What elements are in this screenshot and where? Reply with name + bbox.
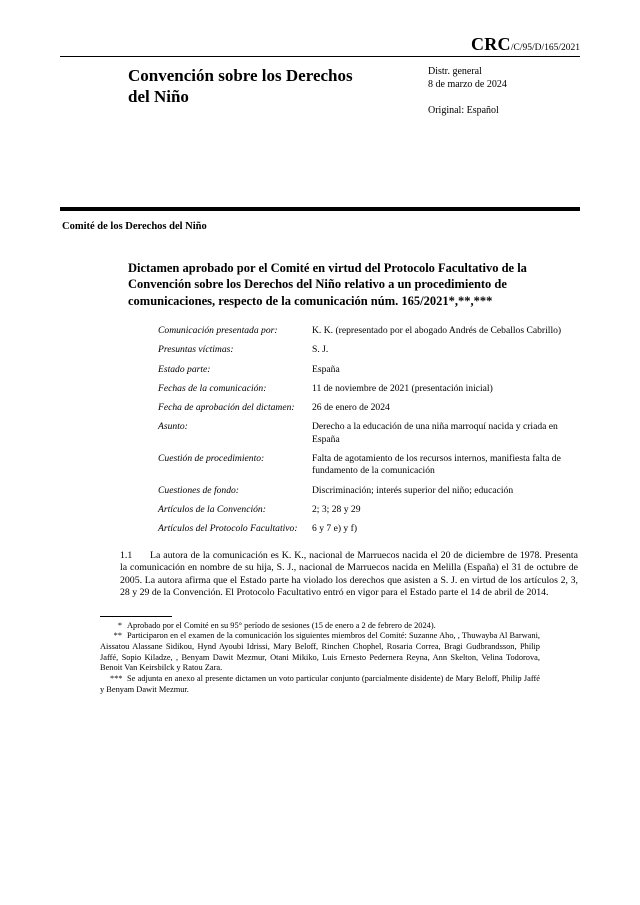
paragraph-1-1 — [120, 550, 578, 600]
info-row — [158, 504, 640, 516]
info-label: Estado parte: — [158, 363, 211, 375]
info-row — [158, 344, 640, 356]
info-value: K. K. (representado por el abogado Andrés de Ceballos Cabrillo) — [312, 325, 562, 336]
info-value: España — [312, 363, 340, 375]
info-label: Fechas de la comunicación: — [158, 382, 267, 394]
info-value: Discriminación; interés superior del niño; educación — [312, 484, 514, 496]
info-value: S. J. — [312, 344, 329, 356]
info-row — [158, 383, 640, 395]
info-label: Presuntas víctimas: — [158, 344, 234, 356]
footnote-marker: * — [117, 620, 122, 630]
info-row — [158, 325, 640, 337]
footnote-marker: *** — [110, 674, 123, 684]
info-label: Cuestión de procedimiento: — [158, 453, 265, 465]
info-row — [158, 421, 640, 446]
document-title: Dictamen aprobado por el Comité en virtud del Protocolo Facultativo de la Convención sobre los Derechos del Niño relativo a un procedimiento de comunicaciones, respecto de la comunicación núm. 165/2021*,**,*** — [128, 260, 527, 308]
org-title: Convención sobre los Derechos del Niño — [128, 66, 353, 106]
info-label: Artículos de la Convención: — [158, 503, 266, 515]
footnotes — [100, 621, 540, 696]
info-label: Fecha de aprobación del dictamen: — [158, 402, 295, 414]
committee-heading: Comité de los Derechos del Niño — [62, 220, 207, 232]
info-row — [158, 402, 640, 414]
footnote — [100, 674, 540, 695]
date-line: 8 de marzo de 2024 — [428, 79, 507, 90]
original-language-line: Original: Español — [428, 105, 499, 116]
header-thick-rule — [60, 207, 580, 211]
footnote-divider — [100, 616, 172, 617]
info-value: 2; 3; 28 y 29 — [312, 503, 361, 515]
info-row — [158, 364, 640, 376]
info-label: Cuestiones de fondo: — [158, 484, 240, 496]
info-value: 6 y 7 e) y f) — [312, 523, 358, 535]
info-label: Comunicación presentada por: — [158, 325, 278, 336]
info-value: 11 de noviembre de 2021 (presentación inicial) — [312, 382, 493, 394]
paragraph-number: 1.1 — [120, 549, 133, 561]
info-row — [158, 485, 640, 497]
footnote-text: Se adjunta en anexo al presente dictamen un voto particular conjunto (parcialmente disidente) de Mary Beloff, Philip Jaffé y Benyam Dawit Mezmur. — [100, 674, 540, 694]
footnote-marker: ** — [113, 631, 122, 641]
footnote — [100, 631, 540, 674]
info-row — [158, 453, 640, 478]
info-label: Asunto: — [158, 421, 188, 433]
doc-symbol-prefix: CRC — [470, 34, 511, 54]
info-row — [158, 523, 640, 535]
info-value: Falta de agotamiento de los recursos internos, manifiesta falta de fundamento de la comunicación — [312, 453, 561, 477]
info-value: Derecho a la educación de una niña marroquí nacida y criada en España — [312, 421, 558, 445]
footnote — [100, 621, 540, 632]
info-label: Artículos del Protocolo Facultativo: — [158, 523, 298, 535]
distribution-line: Distr. general — [428, 66, 482, 77]
header-meta — [428, 65, 580, 117]
info-value: 26 de enero de 2024 — [312, 402, 390, 414]
footnote-text: Aprobado por el Comité en su 95° período de sesiones (15 de enero a 2 de febrero de 2024). — [127, 620, 436, 630]
header-thin-rule — [60, 56, 580, 57]
header-columns — [128, 65, 580, 117]
doc-symbol-suffix: /C/95/D/165/2021 — [510, 43, 580, 53]
paragraph-text: La autora de la comunicación es K. K., nacional de Marruecos nacida el 20 de diciembre de 1978. Presenta la comunicación en nombre de su hija, S. J., nacional de Marruecos nacida en Melilla (España) el 31 de octubre de 2005. La autora afirma que el Estado parte ha violado los derechos que asisten a S. J. en virtud de los artículos 2, 3, 28 y 29 de la Convención. El Protocolo Facultativo entró en vigor para el Estado parte el 14 de abril de 2014. — [120, 549, 578, 599]
doc-symbol — [60, 0, 580, 55]
info-table — [158, 325, 640, 536]
footnote-text: Participaron en el examen de la comunicación los siguientes miembros del Comité: Suzanne Aho, , Thuwayba Al Barwani, Aissatou Alassane Sidikou, Hynd Ayoubi Idrissi, Mary Beloff, Rinchen Chophel, Rosaria Correa, Bragi Gudbrandsson, Philip Jaffé, Sopio Kiladze, , Benyam Dawit Mezmur, Otani Mikiko, Luis Ernesto Pedernera Reyna, Ann Skelton, Velina Todorova, Benoit Van Keirsbilck y Ratou Zara. — [100, 631, 540, 673]
